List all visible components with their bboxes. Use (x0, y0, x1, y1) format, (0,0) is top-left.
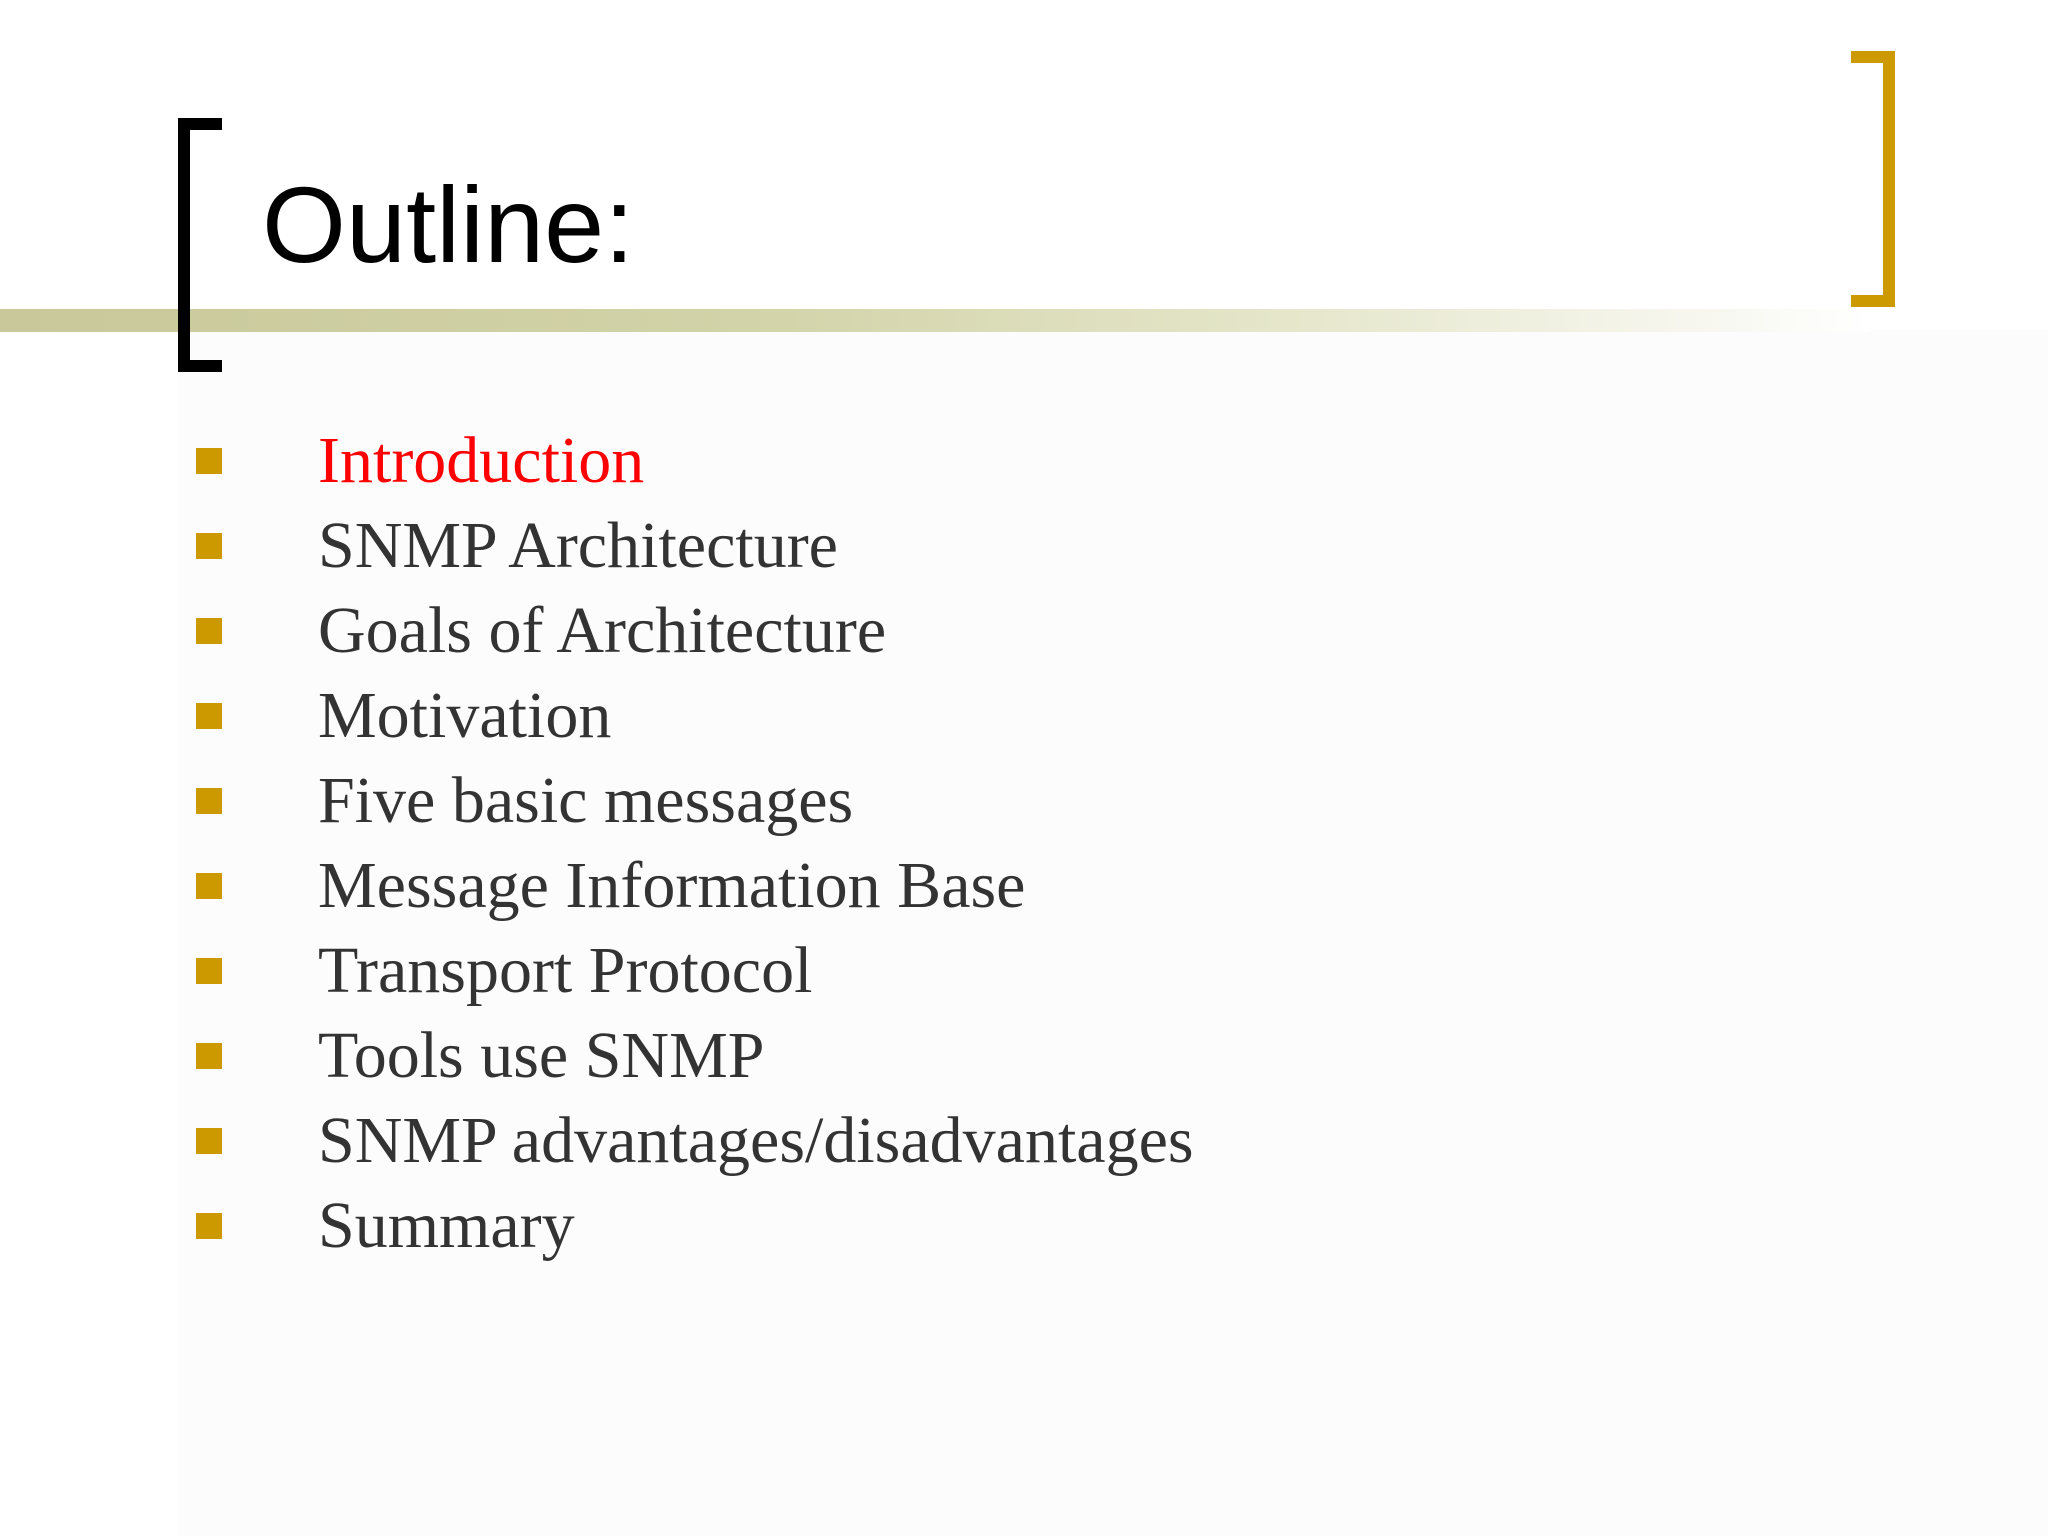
square-bullet-icon (196, 533, 222, 559)
outline-list (196, 418, 1194, 1268)
outline-item (196, 418, 1194, 503)
outline-item (196, 758, 1194, 843)
outline-item (196, 503, 1194, 588)
square-bullet-icon (196, 958, 222, 984)
title-divider-line (0, 309, 1870, 332)
square-bullet-icon (196, 788, 222, 814)
square-bullet-icon (196, 703, 222, 729)
outline-item (196, 843, 1194, 928)
square-bullet-icon (196, 1128, 222, 1154)
right-bracket-decoration (1851, 51, 1895, 307)
outline-item-label: Goals of Architecture (318, 594, 887, 667)
outline-item (196, 588, 1194, 673)
outline-item-label: Summary (318, 1189, 575, 1262)
outline-item-label: Motivation (318, 679, 612, 752)
outline-item-label: Message Information Base (318, 849, 1026, 922)
outline-item-label: SNMP Architecture (318, 509, 838, 582)
square-bullet-icon (196, 1043, 222, 1069)
outline-item (196, 1183, 1194, 1268)
outline-item (196, 673, 1194, 758)
outline-item-label: Tools use SNMP (318, 1019, 765, 1092)
square-bullet-icon (196, 873, 222, 899)
outline-item-label: Five basic messages (318, 764, 854, 837)
outline-item (196, 1098, 1194, 1183)
outline-item-label: SNMP advantages/disadvantages (318, 1104, 1194, 1177)
outline-item (196, 928, 1194, 1013)
slide-title: Outline: (262, 164, 635, 285)
outline-item-label: Introduction (318, 424, 645, 497)
square-bullet-icon (196, 1213, 222, 1239)
outline-item (196, 1013, 1194, 1098)
square-bullet-icon (196, 448, 222, 474)
left-bracket-decoration (178, 118, 222, 372)
square-bullet-icon (196, 618, 222, 644)
outline-item-label: Transport Protocol (318, 934, 813, 1007)
